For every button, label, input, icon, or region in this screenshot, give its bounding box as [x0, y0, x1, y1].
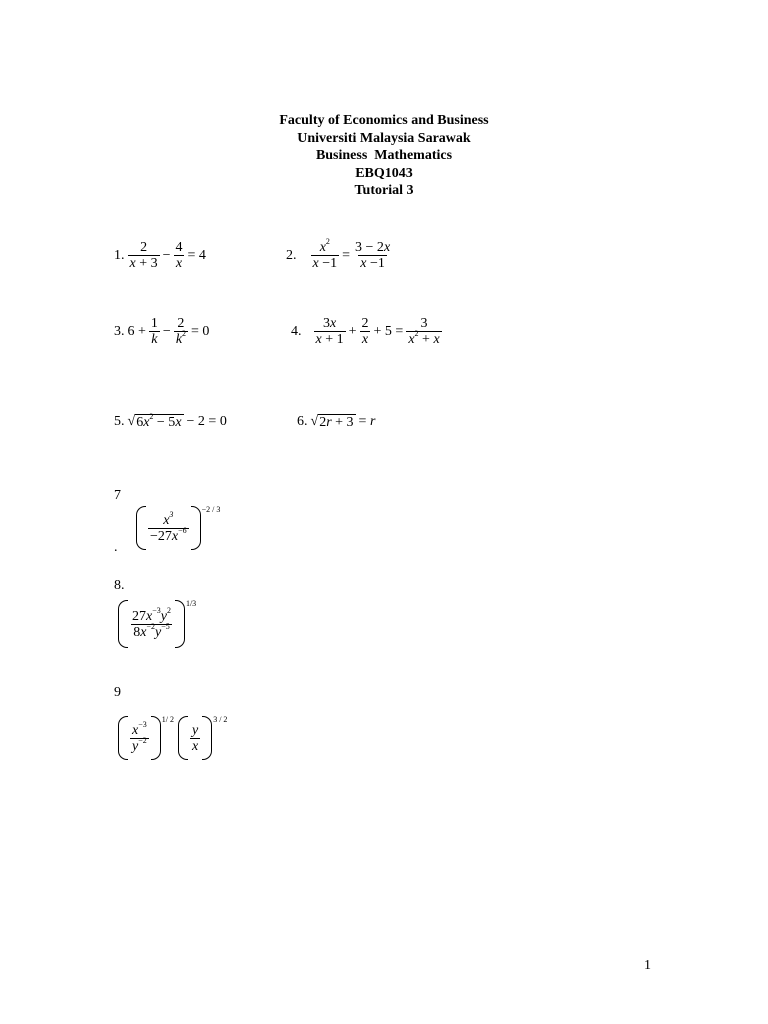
fraction: $\frac{x^3}{-27x^{-6}}$: [150, 509, 187, 544]
problem-9-label: 9: [114, 685, 121, 700]
course-code: EBQ1043: [355, 165, 413, 181]
fraction: $\frac{3}{x^2 + x}$: [408, 316, 440, 347]
fraction: $\frac{27x^{-3}y^2}{8x^{-2}y^{-5}}$: [132, 605, 171, 640]
problem-8-label: 8.: [114, 578, 125, 593]
fraction: $\frac{2}{x + 3}$: [129, 240, 158, 271]
tutorial-title: Tutorial 3: [354, 183, 414, 198]
course-title: Business Mathematics: [315, 148, 453, 163]
problem-4-label: 4.: [291, 323, 302, 339]
problem-3-label: 3.: [114, 323, 125, 339]
fraction: $\frac{3x}{x + 1}$: [315, 316, 344, 347]
problem-8: $\frac{27x^{-3}y^2}{8x^{-2}y^{-5}}$ 1/3: [118, 600, 196, 648]
fraction: $\frac{2}{x}$: [361, 316, 369, 347]
problem-2-label: 2.: [286, 247, 297, 263]
fraction: $\frac{y}{x}$: [191, 722, 199, 754]
document-header: [0, 112, 768, 200]
problem-7-label: 7: [114, 488, 121, 503]
fraction: $\frac{4}{x}$: [175, 240, 183, 271]
page-number: 1: [644, 958, 651, 973]
problem-5: 5. √ $6x^2 - 5x$ − 2 = 0: [114, 412, 227, 430]
problem-1: 1. $\frac{2}{x + 3}$ − $\frac{4}{x}$ = 4: [114, 240, 206, 271]
faculty-title: Faculty of Economics and Business: [279, 113, 489, 128]
fraction: $\frac{x^2}{x -1}$: [312, 237, 338, 271]
fraction: $\frac{3 - 2x}{x -1}$: [355, 240, 391, 271]
fraction: $\frac{x^{-3}}{y^{-2}}$: [132, 719, 147, 754]
problem-4: 4. $\frac{3x}{x + 1}$ + $\frac{2}{x}$ + 5 = $\frac{3}{x^2 + x}$: [291, 316, 440, 347]
problem-7-dot: .: [114, 540, 118, 555]
problem-2: 2. $\frac{x^2}{x -1}$ = $\frac{3 - 2x}{x -1}$: [286, 237, 391, 271]
problem-6: 6. √ 2r + 3 = r: [297, 414, 376, 430]
square-root: √ 2r + 3: [310, 414, 354, 430]
fraction: $\frac{2}{k^2}$: [175, 316, 187, 347]
problem-7: $\frac{x^3}{-27x^{-6}}$ −2 / 3: [136, 506, 220, 550]
problem-6-label: 6.: [297, 414, 308, 429]
square-root: √ $6x^2 - 5x$: [127, 412, 182, 430]
fraction: $\frac{1}{k}$: [150, 316, 158, 347]
university-title: Universiti Malaysia Sarawak: [297, 130, 471, 146]
problem-5-label: 5.: [114, 414, 125, 429]
problem-3: 3. 6 + $\frac{1}{k}$ − $\frac{2}{k^2}$ = 0: [114, 316, 210, 347]
problem-1-label: 1.: [114, 247, 125, 263]
problem-9: $\frac{x^{-3}}{y^{-2}}$ 1/ 2 $\frac{y}{x}$ 3 / 2: [118, 716, 227, 760]
